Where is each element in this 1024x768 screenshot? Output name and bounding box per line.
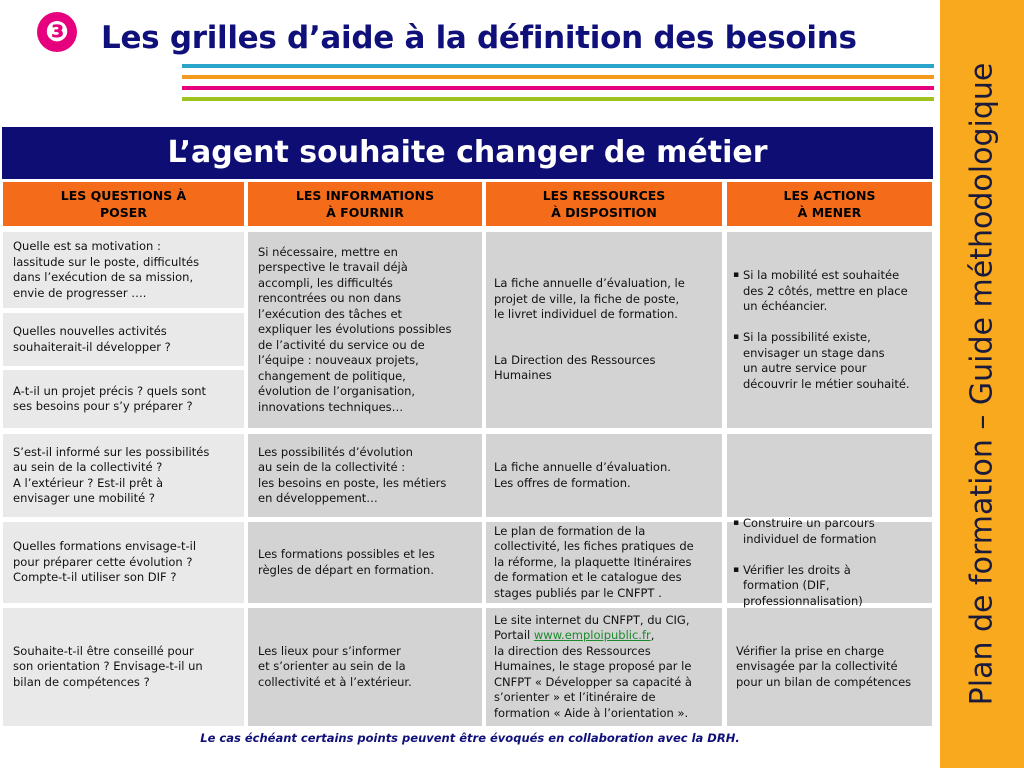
action-cell <box>727 516 932 608</box>
decorative-stripe-blue <box>182 64 934 68</box>
decorative-stripe-green <box>182 97 934 101</box>
action-item: ▪ Vérifier les droits à formation (DIF, professionnalisation) <box>733 563 932 610</box>
question-cell: S’est-il informé sur les possibilités au sein de la collectivité ? A l’extérieur ? Est-il prêt à envisager une mobilité ? <box>3 434 244 517</box>
information-cell: Les formations possibles et les règles de départ en formation. <box>248 522 482 603</box>
resource-text-line <box>494 628 718 644</box>
column-header-ressources: LES RESSOURCES À DISPOSITION <box>486 182 722 226</box>
column-header-informations: LES INFORMATIONS À FOURNIR <box>248 182 482 226</box>
emploipublic-link[interactable]: www.emploipublic.fr <box>533 628 651 643</box>
information-cell: Si nécessaire, mettre en perspective le travail déjà accompli, les difficultés rencontrées ou non dans l’exécution des tâches et expliquer les évolutions possibles de l’activité du service ou de l’équipe : nouveaux projets, changement de politique, évolution de l’organisation, innovations techniques… <box>248 232 482 428</box>
question-cell: Quelles nouvelles activités souhaiterait-il développer ? <box>3 313 244 366</box>
resource-text: , <box>650 628 655 643</box>
column-header-actions: LES ACTIONS À MENER <box>727 182 932 226</box>
resource-cell: La fiche annuelle d’évaluation. Les offres de formation. <box>486 434 722 517</box>
action-item: ▪ Si la mobilité est souhaitée des 2 côtés, mettre en place un échéancier. <box>733 268 932 315</box>
resource-text: La fiche annuelle d’évaluation, le projet de ville, la fiche de poste, le livret individuel de formation. <box>494 276 685 322</box>
spacer <box>494 323 718 353</box>
resource-text: La Direction des Ressources Humaines <box>494 352 656 383</box>
decorative-stripe-magenta <box>182 86 934 90</box>
resource-cell: Le plan de formation de la collectivité, les fiches pratiques de la réforme, la plaquette Itinéraires de formation et le catalogue des stages publiés par le CNFPT . <box>486 522 722 603</box>
resource-text: la direction des Ressources Humaines, le stage proposé par le CNFPT « Développer sa capacité à s’orienter » et l’itinéraire de formation « Aide à l’orientation ». <box>494 643 692 720</box>
information-cell: Les possibilités d’évolution au sein de la collectivité : les besoins en poste, les métiers en développement… <box>248 434 482 517</box>
footer-note: Le cas échéant certains points peuvent être évoqués en collaboration avec la DRH. <box>200 731 740 745</box>
question-cell: A-t-il un projet précis ? quels sont ses besoins pour s’y préparer ? <box>3 370 244 428</box>
panel-title: L’agent souhaite changer de métier <box>2 127 933 179</box>
question-cell: Quelle est sa motivation : lassitude sur le poste, difficultés dans l’exécution de sa mission, envie de progresser …. <box>3 232 244 308</box>
question-cell: Quelles formations envisage-t-il pour préparer cette évolution ? Compte-t-il utiliser son DIF ? <box>3 522 244 603</box>
action-list <box>733 253 932 408</box>
page-title: Les grilles d’aide à la définition des besoins <box>101 20 857 56</box>
resource-text: Portail <box>494 628 534 643</box>
sidebar-vertical-title: Plan de formation – Guide méthodologique <box>964 62 1000 706</box>
action-list <box>733 501 932 625</box>
decorative-stripe-orange <box>182 75 934 79</box>
information-cell: Les lieux pour s’informer et s’orienter au sein de la collectivité et à l’extérieur. <box>248 608 482 726</box>
step-number-badge: ❸ <box>37 12 77 52</box>
action-item: ▪ Construire un parcours individuel de formation <box>733 516 932 547</box>
question-cell: Souhaite-t-il être conseillé pour son orientation ? Envisage-t-il un bilan de compétences ? <box>3 608 244 726</box>
column-header-questions: LES QUESTIONS À POSER <box>3 182 244 226</box>
action-cell: Vérifier la prise en charge envisagée par la collectivité pour un bilan de compétences <box>727 608 932 726</box>
resource-cell <box>486 608 722 726</box>
action-cell <box>727 232 932 428</box>
resource-text: Le site internet du CNFPT, du CIG, <box>494 612 690 627</box>
resource-cell <box>486 232 722 428</box>
action-item: ▪ Si la possibilité existe, envisager un stage dans un autre service pour découvrir le métier souhaité. <box>733 330 932 392</box>
